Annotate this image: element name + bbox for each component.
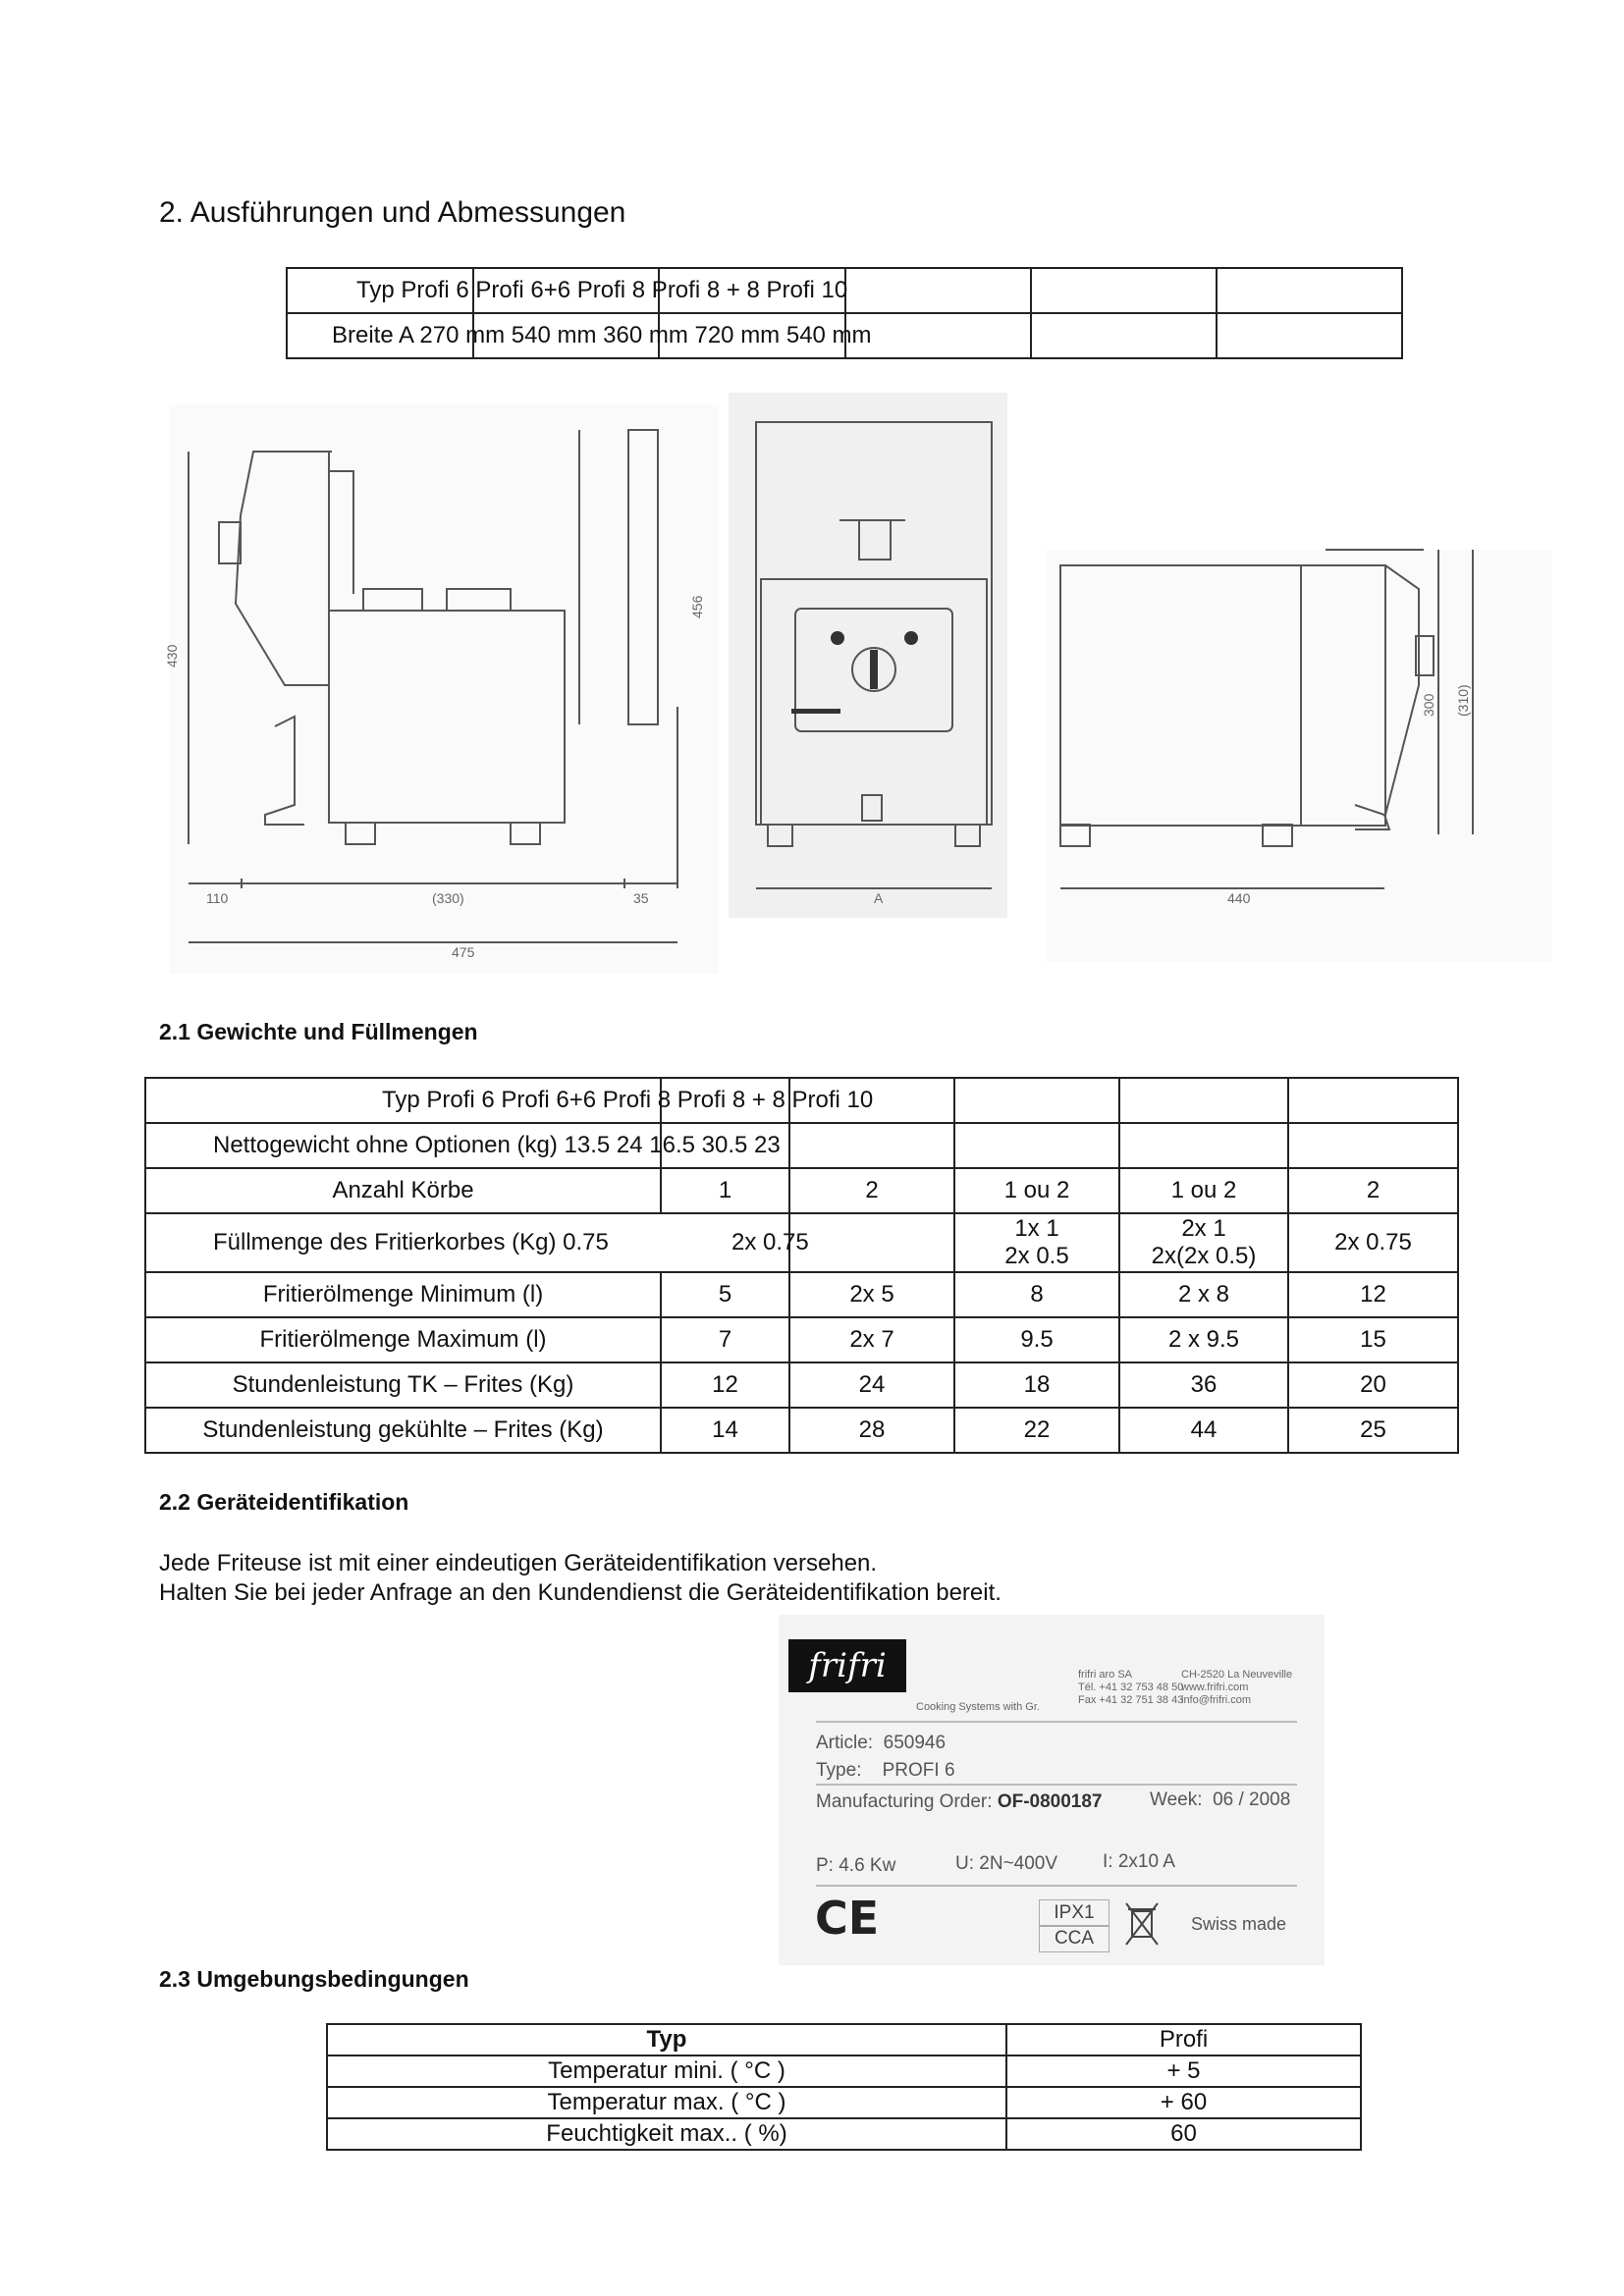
voltage-value: U: 2N~400V	[955, 1853, 1058, 1874]
weights-row-typ: Typ Profi 6 Profi 6+6 Profi 8 Profi 8 + 8 Profi 10	[145, 1078, 661, 1123]
weights-table	[144, 1077, 1459, 1454]
side-view-left	[169, 404, 719, 974]
fryer-technical-drawing	[157, 393, 1551, 982]
dim-label-300: 300	[1421, 693, 1436, 717]
weights-row-tk-frites: Stundenleistung TK – Frites (Kg) 12 24 18 36 20	[145, 1362, 1458, 1408]
weee-bin-icon	[1122, 1899, 1162, 1949]
weights-row-oel-max: Fritierölmenge Maximum (l) 7 2x 7 9.5 2 x 9.5 15	[145, 1317, 1458, 1362]
dim-label-310: (310)	[1455, 684, 1471, 717]
dim-label-456: 456	[689, 595, 705, 618]
ce-mark: CE	[815, 1892, 880, 1945]
env-row-temp-max: Temperatur max. ( °C ) + 60	[327, 2087, 1361, 2118]
weights-row-gekuehlte-frites: Stundenleistung gekühlte – Frites (Kg) 14 28 22 44 25	[145, 1408, 1458, 1453]
front-view	[729, 393, 1007, 918]
section-title-gewichte: 2.1 Gewichte und Füllmengen	[159, 1019, 478, 1044]
dim-label-a: A	[874, 890, 884, 906]
weights-row-fuellmenge: Füllmenge des Fritierkorbes (Kg) 0.75 2x 0.75 1x 1 2x 0.5 2x 1 2x(2x 0.5) 2x 0.75	[145, 1213, 1458, 1272]
dimensions-table	[286, 267, 1403, 359]
power-value: P: 4.6 Kw	[816, 1855, 896, 1876]
dims-row-typ: Typ Profi 6 Profi 6+6 Profi 8 Profi 8 + 8 Profi 10	[287, 268, 473, 313]
weights-row-oel-min: Fritierölmenge Minimum (l) 5 2x 5 8 2 x 8 12	[145, 1272, 1458, 1317]
frifri-logo: frifri	[788, 1639, 906, 1692]
ident-text-line1: Jede Friteuse ist mit einer eindeutigen Geräteidentifikation versehen.	[159, 1550, 878, 1576]
dim-label-475: 475	[452, 944, 475, 960]
article-number: 650946	[883, 1733, 947, 1753]
week-value: 06 / 2008	[1213, 1789, 1291, 1810]
env-row-humidity: Feuchtigkeit max.. ( %) 60	[327, 2118, 1361, 2150]
section-heading-ausfuehrungen: 2. Ausführungen und Abmessungen	[159, 196, 626, 229]
dim-label-330: (330)	[432, 890, 464, 906]
environment-table	[326, 2023, 1362, 2151]
dim-label-110: 110	[206, 890, 229, 906]
nameplate-image: frifri Cooking Systems with Gr. frifri aro SA Tél. +41 32 753 48 50 Fax +41 32 751 38 43 CH-2520 La Neuveville www.frifri.com info@frifri.com Article: 650946 Type: PROFI 6 Manufacturing Order: OF-0800187 Week: 06 / 2008 P: 4.6 Kw U: 2N~400V I: 2x10 A CE IPX1 CCA Swiss made	[779, 1615, 1325, 1965]
ident-text-line2: Halten Sie bei jeder Anfrage an den Kundendienst die Geräteidentifikation bereit.	[159, 1579, 1001, 1606]
env-header-row: Typ Profi	[327, 2024, 1361, 2056]
type-value: PROFI 6	[882, 1760, 955, 1781]
dims-row-breite: Breite A 270 mm 540 mm 360 mm 720 mm 540 mm	[287, 313, 473, 358]
env-row-temp-min: Temperatur mini. ( °C ) + 5	[327, 2056, 1361, 2087]
current-value: I: 2x10 A	[1103, 1851, 1175, 1872]
dim-label-35: 35	[633, 890, 649, 906]
swiss-made-label: Swiss made	[1191, 1914, 1287, 1934]
section-title-umgebung: 2.3 Umgebungsbedingungen	[159, 1966, 469, 1992]
order-number: OF-0800187	[997, 1791, 1103, 1812]
dim-label-440: 440	[1227, 890, 1251, 906]
weights-row-koerbe: Anzahl Körbe 1 2 1 ou 2 1 ou 2 2	[145, 1168, 1458, 1213]
section-title-geraeteidentifikation: 2.2 Geräteidentifikation	[159, 1489, 409, 1515]
side-view-right	[1046, 550, 1551, 962]
weights-row-netto: Nettogewicht ohne Optionen (kg) 13.5 24 16.5 30.5 23	[145, 1123, 661, 1168]
dim-label-430: 430	[164, 644, 180, 667]
